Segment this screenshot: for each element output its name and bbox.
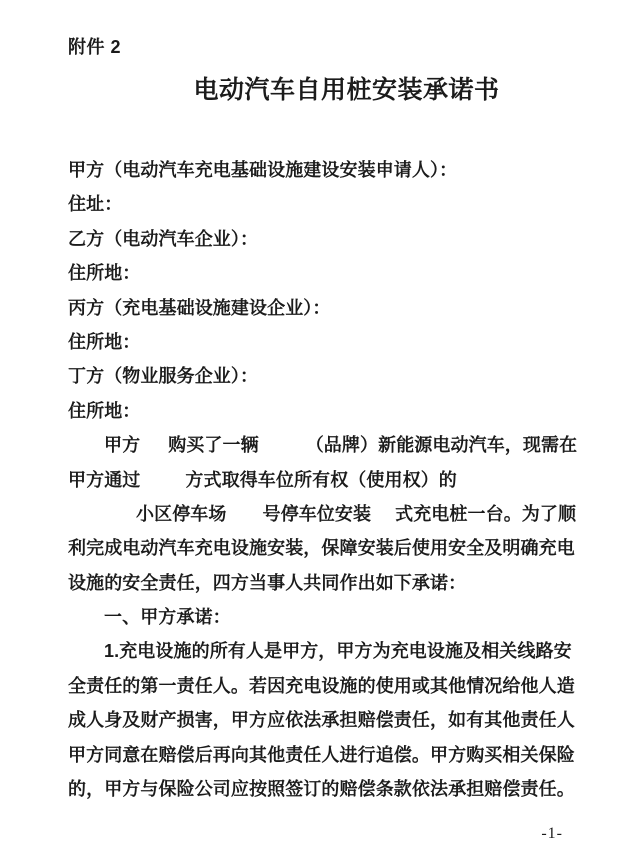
intro-line-1-text-a: 甲方 bbox=[104, 435, 141, 456]
party-c-line: 丙方（充电基础设施建设企业）： bbox=[68, 297, 331, 318]
section-one-heading: 一、甲方承诺： bbox=[104, 607, 231, 628]
intro-line-3-text-c: 式充电桩一台。为了顺 bbox=[395, 503, 577, 524]
intro-line-2-text-b: 方式取得车位所有权（使用权）的 bbox=[185, 469, 457, 490]
party-b-address-line: 住所地： bbox=[68, 263, 141, 284]
intro-line-3 bbox=[68, 497, 608, 531]
intro-line-2-text-a: 甲方通过 bbox=[68, 469, 141, 490]
page-number: -1- bbox=[541, 825, 563, 842]
party-d-address-line: 住所地： bbox=[68, 400, 141, 421]
attachment-label: 附件 2 bbox=[68, 37, 122, 57]
fill-blank bbox=[140, 450, 168, 451]
intro-line-1-text-b: 购买了一辆 bbox=[168, 435, 259, 456]
clause-1-line-2: 全责任的第一责任人。若因充电设施的使用或其他情况给他人造 bbox=[68, 675, 575, 696]
intro-line-2 bbox=[68, 463, 608, 497]
intro-line-5: 设施的安全责任，四方当事人共同作出如下承诺： bbox=[68, 572, 467, 593]
fill-blank bbox=[140, 485, 185, 486]
intro-line-3-text-b: 号停车位安装 bbox=[262, 503, 372, 524]
clause-1-line-5: 的，甲方与保险公司应按照签订的赔偿条款依法承担赔偿责任。 bbox=[68, 779, 575, 800]
party-d-line: 丁方（物业服务企业）： bbox=[68, 366, 259, 387]
intro-line-3-text-a: 小区停车场 bbox=[136, 503, 227, 524]
party-b-line: 乙方（电动汽车企业）： bbox=[68, 228, 259, 249]
party-a-line: 甲方（电动汽车充电基础设施建设安装申请人）： bbox=[68, 160, 458, 180]
intro-line-4: 利完成电动汽车充电设施安装，保障安装后使用安全及明确充电 bbox=[68, 538, 575, 559]
fill-blank bbox=[259, 450, 306, 451]
clause-1-line-1: 1.充电设施的所有人是甲方，甲方为充电设施及相关线路安 bbox=[104, 641, 572, 662]
document-title: 电动汽车自用桩安装承诺书 bbox=[193, 76, 500, 104]
party-c-address-line: 住所地： bbox=[68, 331, 141, 352]
intro-line-1-text-c: （品牌）新能源电动汽车，现需在 bbox=[305, 435, 578, 456]
party-a-address-line: 住址： bbox=[68, 194, 123, 215]
intro-line-1 bbox=[68, 428, 608, 462]
document-body bbox=[68, 153, 608, 806]
fill-blank bbox=[227, 519, 263, 520]
fill-blank bbox=[371, 519, 395, 520]
clause-1-line-4: 甲方同意在赔偿后再向其他责任人进行追偿。甲方购买相关保险 bbox=[68, 744, 575, 765]
clause-1-line-3: 成人身及财产损害，甲方应依法承担赔偿责任，如有其他责任人 bbox=[68, 710, 575, 731]
